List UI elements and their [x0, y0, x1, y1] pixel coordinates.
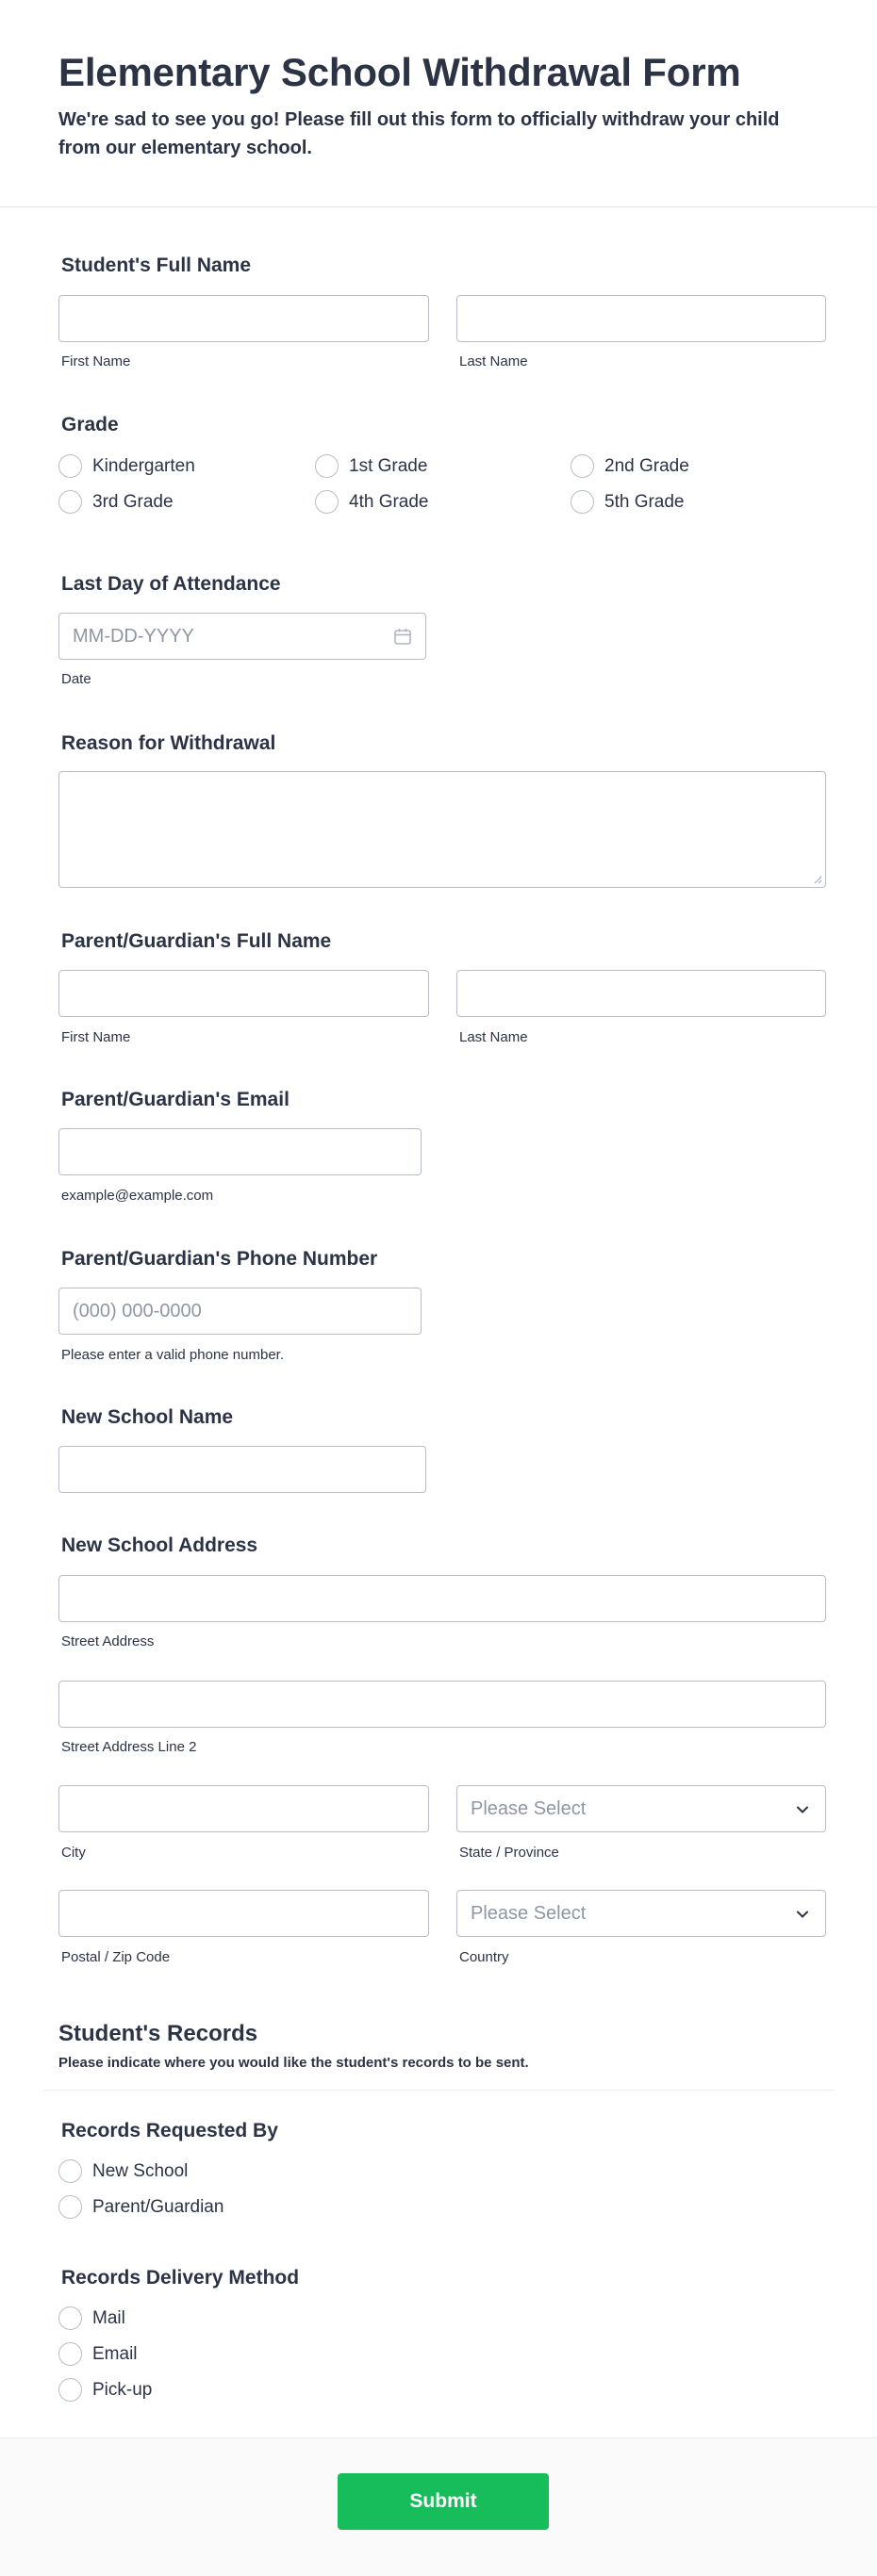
parent-phone-label: Parent/Guardian's Phone Number: [61, 1248, 378, 1270]
calendar-icon[interactable]: [393, 627, 412, 646]
records-by-label: Records Requested By: [61, 2120, 278, 2141]
street-address-sublabel: Street Address: [61, 1633, 155, 1649]
form-subtitle: We're sad to see you go! Please fill out this form to officially withdraw your child from our elementary school.: [58, 109, 780, 158]
radio-button[interactable]: [58, 2342, 82, 2366]
state-select[interactable]: [456, 1785, 826, 1832]
reason-textarea[interactable]: [58, 771, 826, 888]
form-title: Elementary School Withdrawal Form: [58, 50, 741, 94]
date-placeholder: MM-DD-YYYY: [73, 626, 194, 647]
radio-button[interactable]: [58, 2306, 82, 2330]
radio-label: Email: [92, 2343, 138, 2364]
parent-email-input[interactable]: [58, 1128, 422, 1175]
last-day-label: Last Day of Attendance: [61, 573, 281, 595]
delivery-option-email[interactable]: [58, 2342, 138, 2366]
parent-name-label: Parent/Guardian's Full Name: [61, 930, 332, 952]
parent-email-label: Parent/Guardian's Email: [61, 1089, 290, 1110]
reason-label: Reason for Withdrawal: [61, 732, 276, 754]
street-address-line2-input[interactable]: [58, 1681, 826, 1728]
grade-option-4th[interactable]: [315, 490, 429, 514]
student-first-name-sublabel: First Name: [61, 353, 131, 369]
student-name-label: Student's Full Name: [61, 254, 252, 276]
records-by-option-new-school[interactable]: [58, 2159, 188, 2183]
radio-button[interactable]: [58, 2378, 82, 2402]
phone-placeholder: (000) 000-0000: [73, 1301, 202, 1321]
address-label: New School Address: [61, 1534, 258, 1556]
city-sublabel: City: [61, 1845, 86, 1861]
parent-last-name-input[interactable]: [456, 970, 826, 1017]
city-input[interactable]: [58, 1785, 429, 1832]
radio-button[interactable]: [315, 490, 339, 514]
new-school-input[interactable]: [58, 1446, 426, 1493]
radio-button[interactable]: [315, 454, 339, 478]
radio-label: 2nd Grade: [604, 455, 689, 476]
radio-button[interactable]: [571, 454, 594, 478]
delivery-option-pickup[interactable]: [58, 2378, 152, 2402]
records-section-title: Student's Records: [58, 2021, 258, 2046]
form-footer: [0, 2437, 877, 2576]
date-sublabel: Date: [61, 671, 91, 687]
grade-option-2nd[interactable]: [571, 454, 689, 478]
radio-label: Pick-up: [92, 2379, 153, 2400]
radio-button[interactable]: [58, 2159, 82, 2183]
zip-sublabel: Postal / Zip Code: [61, 1949, 171, 1965]
radio-label: Kindergarten: [92, 455, 195, 476]
student-last-name-input[interactable]: [456, 295, 826, 342]
parent-phone-sublabel: Please enter a valid phone number.: [61, 1347, 284, 1363]
student-first-name-input[interactable]: [58, 295, 429, 342]
form-header: [0, 0, 877, 207]
parent-first-name-input[interactable]: [58, 970, 429, 1017]
radio-label: 4th Grade: [349, 491, 429, 512]
delivery-option-mail[interactable]: [58, 2306, 125, 2330]
radio-button[interactable]: [571, 490, 594, 514]
radio-label: 5th Grade: [604, 491, 685, 512]
radio-label: 1st Grade: [349, 455, 428, 476]
chevron-down-icon: [793, 1800, 812, 1819]
resize-grip-icon[interactable]: [813, 875, 822, 884]
radio-label: Parent/Guardian: [92, 2196, 224, 2217]
radio-label: New School: [92, 2160, 189, 2181]
country-sublabel: Country: [459, 1949, 509, 1965]
grade-label: Grade: [61, 414, 119, 435]
radio-button[interactable]: [58, 454, 82, 478]
parent-last-name-sublabel: Last Name: [459, 1029, 528, 1045]
state-placeholder: Please Select: [471, 1798, 587, 1819]
parent-phone-input[interactable]: [58, 1288, 422, 1335]
street-address-line2-sublabel: Street Address Line 2: [61, 1739, 197, 1755]
grade-option-kindergarten[interactable]: [58, 454, 195, 478]
radio-label: 3rd Grade: [92, 491, 174, 512]
radio-button[interactable]: [58, 490, 82, 514]
radio-label: Mail: [92, 2307, 125, 2328]
grade-option-1st[interactable]: [315, 454, 427, 478]
submit-button[interactable]: Submit: [338, 2473, 549, 2530]
country-select[interactable]: [456, 1890, 826, 1937]
parent-email-sublabel: example@example.com: [61, 1188, 214, 1204]
new-school-label: New School Name: [61, 1406, 234, 1428]
grade-option-3rd[interactable]: [58, 490, 174, 514]
delivery-label: Records Delivery Method: [61, 2267, 300, 2289]
radio-button[interactable]: [58, 2195, 82, 2219]
records-section-description: Please indicate where you would like the student's records to be sent.: [58, 2055, 529, 2071]
student-last-name-sublabel: Last Name: [459, 353, 528, 369]
street-address-input[interactable]: [58, 1575, 826, 1622]
grade-option-5th[interactable]: [571, 490, 685, 514]
last-day-date-input[interactable]: [58, 613, 426, 660]
section-divider: [43, 2090, 834, 2091]
zip-input[interactable]: [58, 1890, 429, 1937]
parent-first-name-sublabel: First Name: [61, 1029, 131, 1045]
chevron-down-icon: [793, 1905, 812, 1924]
country-placeholder: Please Select: [471, 1903, 587, 1924]
records-by-option-parent[interactable]: [58, 2195, 223, 2219]
state-sublabel: State / Province: [459, 1845, 559, 1861]
